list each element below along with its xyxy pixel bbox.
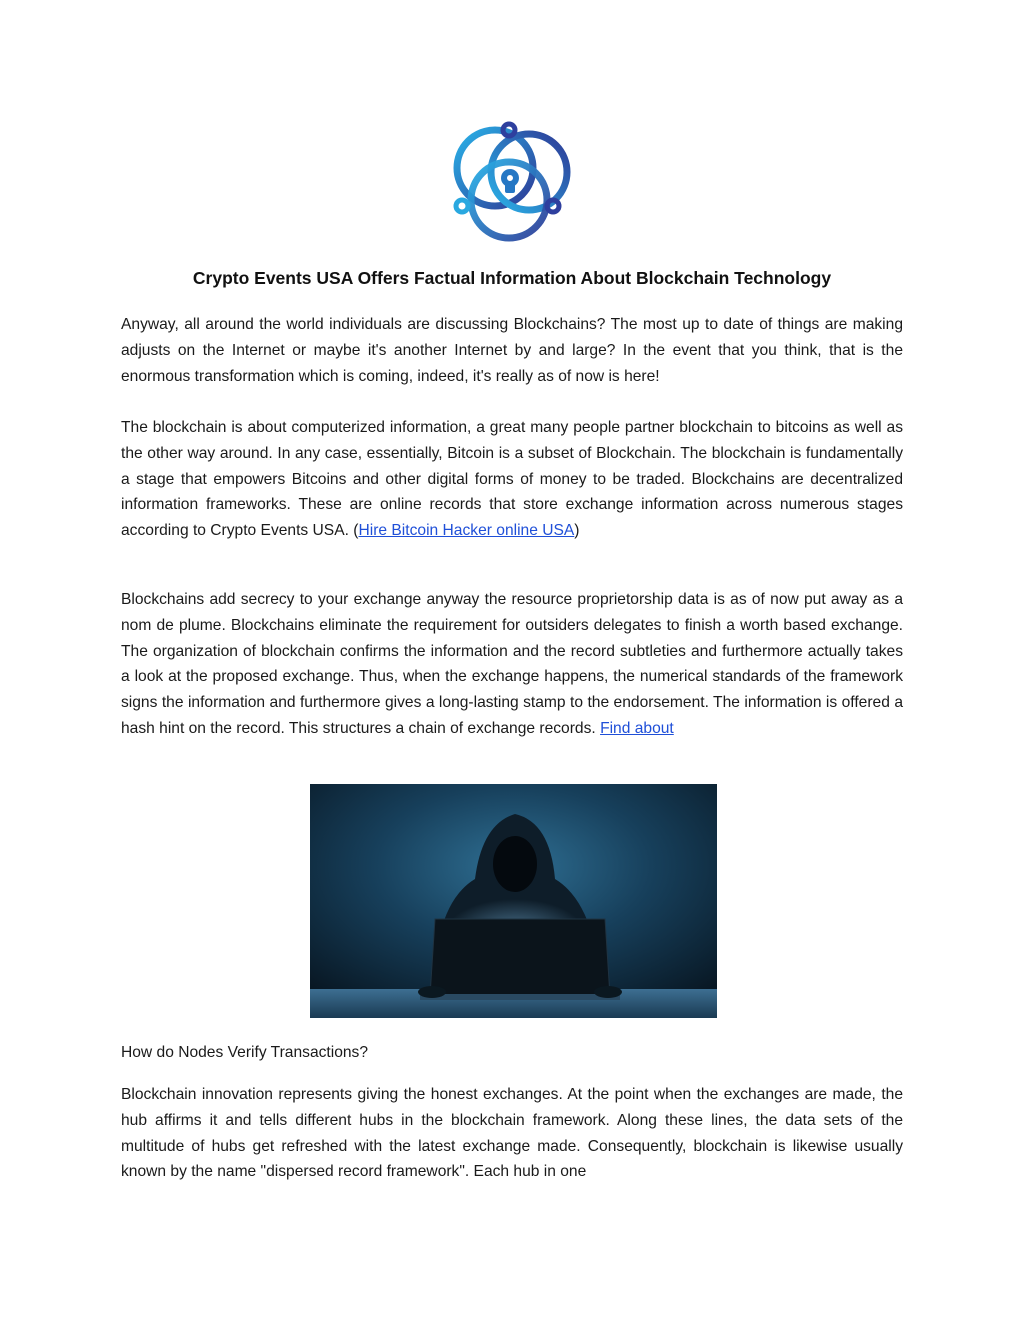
paragraph-intro: Anyway, all around the world individuals are discussing Blockchains? The most up to date of things are making adjusts on the Internet or maybe it's another Internet by and large? In the event that you think, that is the enormous transformation which is coming, indeed, it's really as of now is here!	[121, 316, 903, 385]
paragraph-secrecy-text: Blockchains add secrecy to your exchange anyway the resource proprietorship data is as of now put away as a nom de plume. Blockchains eliminate the requirement for outsiders delegates to finish a worth based exchange. The organization of blockchain confirms the information and the record subtleties and furthermore actually takes a look at the proposed exchange. Thus, when the exchange happens, the numerical standards of the framework signs the information and furthermore gives a long-lasting stamp to the endorsement. The information is offered a hash hint on the record. This structures a chain of exchange records.	[121, 591, 903, 737]
paragraph-secrecy	[121, 587, 903, 742]
hooded-hacker-laptop-image	[310, 784, 717, 1018]
paragraph-nodes: Blockchain innovation represents giving the honest exchanges. At the point when the exchanges are made, the hub affirms it and tells different hubs in the blockchain framework. Along these lines, the data sets of the multitude of hubs get refreshed with the latest exchange made. Consequently, blockchain is likewise usually known by the name "dispersed record framework". Each hub in one	[121, 1086, 903, 1181]
page-title: Crypto Events USA Offers Factual Information About Blockchain Technology	[192, 268, 832, 288]
paragraph-blockchain-end: )	[574, 522, 580, 540]
blockchain-lock-logo-icon	[447, 120, 577, 246]
hire-bitcoin-hacker-link[interactable]: Hire Bitcoin Hacker online USA	[358, 522, 575, 540]
subheading-nodes-verify: How do Nodes Verify Transactions?	[121, 1044, 369, 1061]
find-about-link[interactable]: Find about	[600, 719, 674, 737]
paragraph-blockchain	[121, 415, 903, 544]
paragraph-blockchain-text: The blockchain is about computerized information, a great many people partner blockchain to bitcoins as well as the other way around. In any case, essentially, Bitcoin is a subset of Blockchain. The blockchain is fundamentally a stage that empowers Bitcoins and other digital forms of money to be traded. Blockchains are decentralized information frameworks. These are online records that store exchange information across numerous stages according to Crypto Events USA. (	[121, 419, 903, 540]
